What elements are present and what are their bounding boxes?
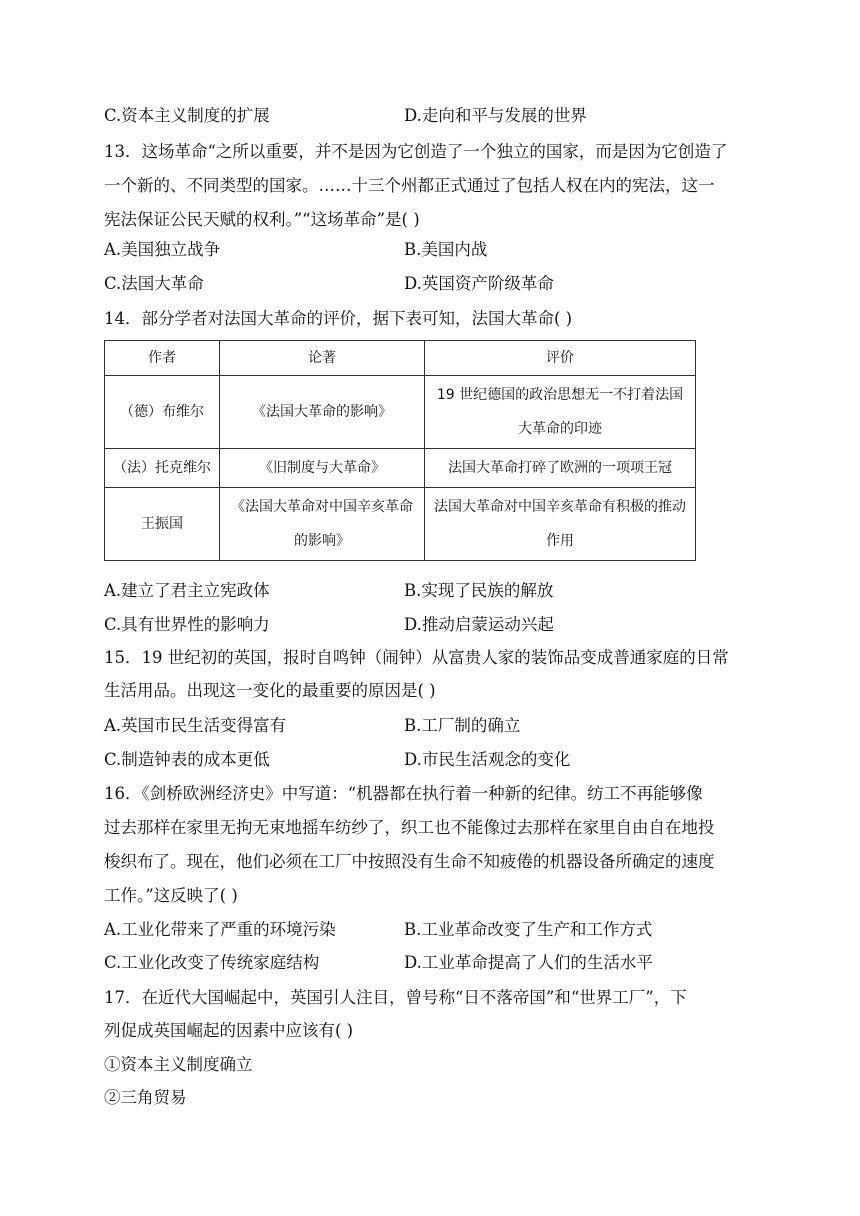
q17-item-1: ①资本主义制度确立 xyxy=(104,1055,253,1074)
q13-stem-line-1: 13．这场革命“之所以重要，并不是因为它创造了一个独立的国家，而是因为它创造了 xyxy=(104,142,728,161)
q13-option-c: C.法国大革命 xyxy=(104,274,204,293)
q14-stem: 14．部分学者对法国大革命的评价，据下表可知，法国大革命( ) xyxy=(104,309,573,328)
q15-option-d: D.市民生活观念的变化 xyxy=(404,750,571,769)
header-work: 论著 xyxy=(220,341,425,376)
cell-evaluation: 19 世纪德国的政治思想无一不打着法国大革命的印迹 xyxy=(425,376,696,449)
q14-option-c: C.具有世界性的影响力 xyxy=(104,615,270,634)
evaluation-table xyxy=(104,340,696,561)
cell-author: （德）布维尔 xyxy=(105,376,220,449)
table-row xyxy=(105,376,696,449)
q15-option-b: B.工厂制的确立 xyxy=(404,716,521,735)
q15-option-c: C.制造钟表的成本更低 xyxy=(104,750,270,769)
q15-stem-line-2: 生活用品。出现这一变化的最重要的原因是( ) xyxy=(104,681,436,700)
cell-evaluation: 法国大革命对中国辛亥革命有积极的推动作用 xyxy=(425,488,696,561)
q13-option-a: A.美国独立战争 xyxy=(104,240,221,259)
cell-author: 王振国 xyxy=(105,488,220,561)
q16-stem-line-4: 工作。”这反映了( ) xyxy=(104,886,238,905)
q17-stem-line-2: 列促成英国崛起的因素中应该有( ) xyxy=(104,1021,354,1040)
header-author: 作者 xyxy=(105,341,220,376)
q13-stem-line-3: 宪法保证公民天赋的权利。”“这场革命”是( ) xyxy=(104,210,420,229)
q15-option-a: A.英国市民生活变得富有 xyxy=(104,716,287,735)
table-header-row xyxy=(105,341,696,376)
cell-work: 《旧制度与大革命》 xyxy=(220,449,425,488)
table-row xyxy=(105,449,696,488)
q13-option-d: D.英国资产阶级革命 xyxy=(404,274,554,293)
q16-stem-line-2: 过去那样在家里无拘无束地摇车纺纱了，织工也不能像过去那样在家里自由自在地投 xyxy=(104,818,715,837)
cell-work: 《法国大革命的影响》 xyxy=(220,376,425,449)
q15-stem-line-1: 15．19 世纪初的英国，报时自鸣钟（闹钟）从富贵人家的装饰品变成普通家庭的日常 xyxy=(104,648,729,667)
table-row xyxy=(105,488,696,561)
cell-evaluation: 法国大革命打碎了欧洲的一项项王冠 xyxy=(425,449,696,488)
q13-option-b: B.美国内战 xyxy=(404,240,488,259)
q12-option-c: C.资本主义制度的扩展 xyxy=(104,106,270,125)
q17-stem-line-1: 17．在近代大国崛起中，英国引人注目，曾号称“日不落帝国”和“世界工厂”，下 xyxy=(104,988,687,1007)
header-evaluation: 评价 xyxy=(425,341,696,376)
q14-option-d: D.推动启蒙运动兴起 xyxy=(404,615,554,634)
cell-work: 《法国大革命对中国辛亥革命的影响》 xyxy=(220,488,425,561)
q16-option-a: A.工业化带来了严重的环境污染 xyxy=(104,920,336,939)
q13-stem-line-2: 一个新的、不同类型的国家。……十三个州都正式通过了包括人权在内的宪法，这一 xyxy=(104,176,715,195)
q16-stem-line-1: 16．《剑桥欧洲经济史》中写道：“机器都在执行着一种新的纪律。纺工不再能够像 xyxy=(104,784,703,803)
cell-author: （法）托克维尔 xyxy=(105,449,220,488)
q14-option-b: B.实现了民族的解放 xyxy=(404,581,554,600)
q14-option-a: A.建立了君主立宪政体 xyxy=(104,581,270,600)
q12-option-d: D.走向和平与发展的世界 xyxy=(404,106,587,125)
q16-option-d: D.工业革命提高了人们的生活水平 xyxy=(404,953,653,972)
q16-stem-line-3: 梭织布了。现在，他们必须在工厂中按照没有生命不知疲倦的机器设备所确定的速度 xyxy=(104,852,715,871)
q16-option-b: B.工业革命改变了生产和工作方式 xyxy=(404,920,653,939)
q17-item-2: ②三角贸易 xyxy=(104,1088,187,1107)
q16-option-c: C.工业化改变了传统家庭结构 xyxy=(104,953,320,972)
